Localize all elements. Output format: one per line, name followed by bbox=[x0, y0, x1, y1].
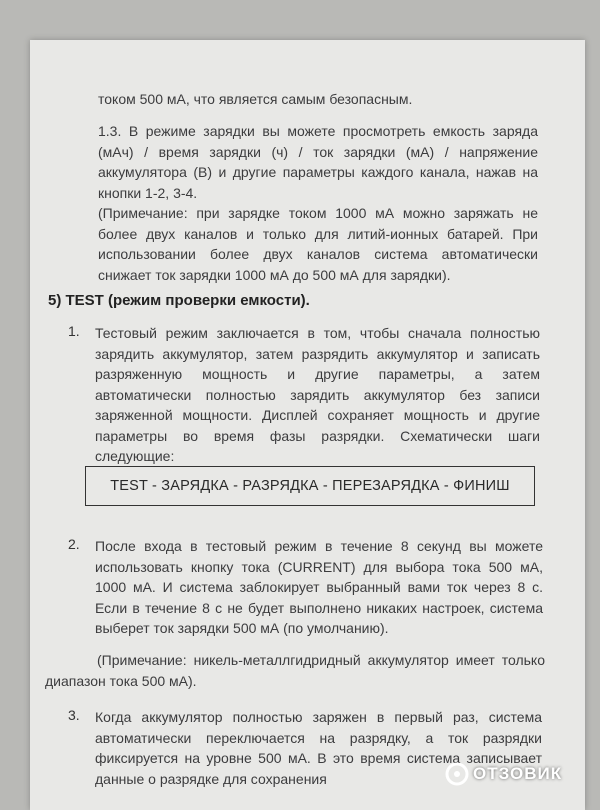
note-nimh-paragraph: (Примечание: никель-металлгидридный аккумулятор имеет только диапазон тока 500 мА). bbox=[45, 652, 545, 689]
item-2-text: После входа в тестовый режим в течение 8 секунд вы можете использовать кнопку тока (CURRENT) для выбора тока 500 мА, 1000 мА. И система заблокирует выбранный вами ток через 8 с. Если в течение 8 с не будет выполнено никаких настроек, система выберет ток зарядки 500 мА (по умолчанию). bbox=[95, 538, 543, 636]
otzovik-logo-icon bbox=[445, 762, 469, 786]
section-1-3-paragraph: 1.3. В режиме зарядки вы можете просмотреть емкость заряда (мАч) / время зарядки (ч) / ток зарядки (мА) / напряжение аккумулятора (В) и другие параметры каждого канала, нажав на кнопки 1-2, 3-4. bbox=[98, 123, 538, 201]
item-1-text: Тестовый режим заключается в том, чтобы сначала полностью зарядить аккумулятор, затем разрядить аккумулятор и записать разряженную мощность и другие параметры, а затем автоматически полностью зарядить аккумулятор без записи заряженной мощности. Дисплей сохраняет мощность и другие параметры во время фазы разрядки. Схематически шаги следующие: bbox=[95, 325, 540, 464]
item-1-number: 1. bbox=[68, 323, 80, 339]
item-2-number: 2. bbox=[68, 536, 80, 552]
test-steps-box bbox=[85, 466, 535, 506]
intro-paragraph: током 500 мА, что является самым безопасным. bbox=[98, 91, 413, 107]
watermark-text: ОТЗОВИК bbox=[473, 764, 563, 783]
test-steps-text: TEST - ЗАРЯДКА - РАЗРЯДКА - ПЕРЕЗАРЯДКА - ФИНИШ bbox=[110, 478, 510, 494]
item-3-number: 3. bbox=[68, 707, 80, 723]
section-5-heading: 5) TEST (режим проверки емкости). bbox=[48, 292, 310, 309]
item-3-text: Когда аккумулятор полностью заряжен в первый раз, система автоматически переключается на разрядку, а ток разрядки фиксируется на уровне 500 мА. В это время система записывает данные о разрядке для сохранения bbox=[95, 709, 542, 787]
note-charging-paragraph: (Примечание: при зарядке током 1000 мА можно заряжать не более двух каналов и только для литий-ионных батарей. При использовании более двух каналов система автоматически снижает ток зарядки 1000 мА до 500 мА для зарядки). bbox=[98, 205, 538, 283]
otzovik-watermark bbox=[445, 756, 562, 792]
